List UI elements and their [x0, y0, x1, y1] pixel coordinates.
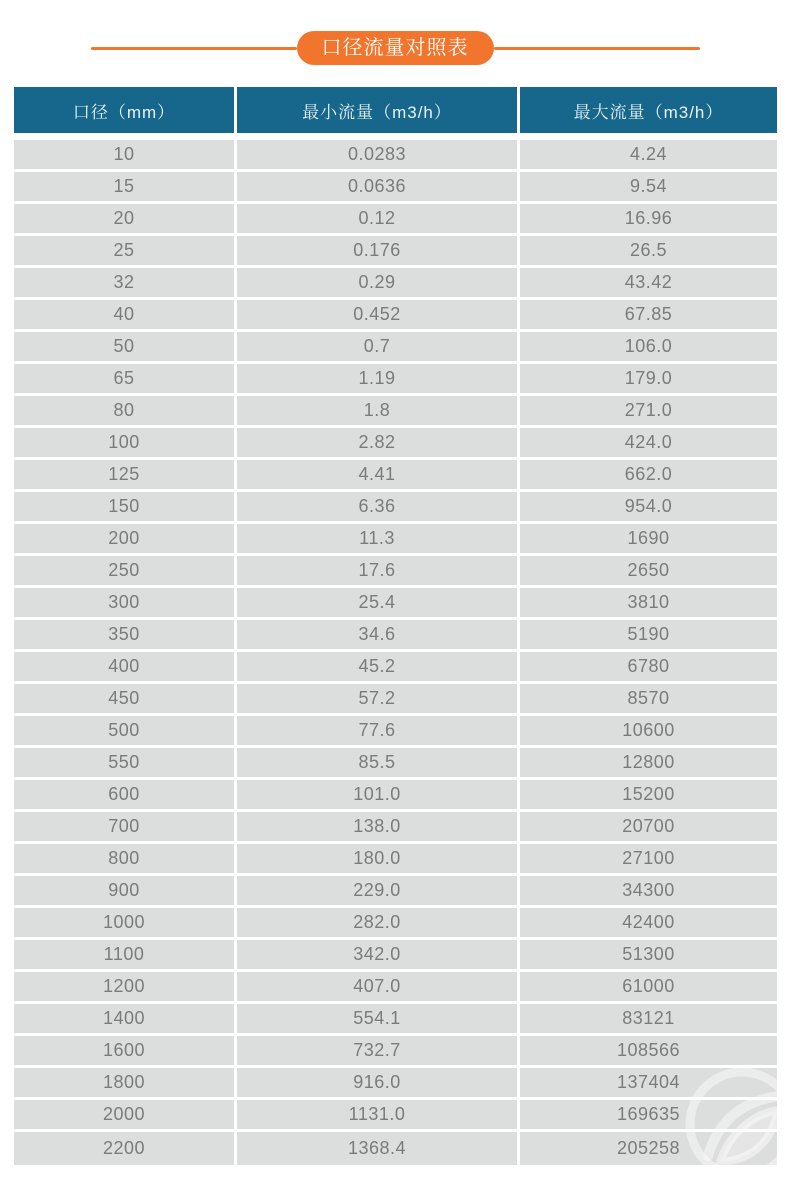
cell-min-flow: 282.0 [237, 908, 517, 937]
cell-min-flow: 0.0283 [237, 140, 517, 169]
cell-max-flow: 271.0 [520, 396, 777, 425]
cell-diameter: 600 [14, 780, 234, 809]
table-row [14, 620, 777, 649]
table-row [14, 716, 777, 745]
table-row [14, 140, 777, 169]
cell-diameter: 400 [14, 652, 234, 681]
cell-max-flow: 5190 [520, 620, 777, 649]
cell-max-flow: 108566 [520, 1036, 777, 1065]
cell-max-flow: 43.42 [520, 268, 777, 297]
cell-diameter: 1400 [14, 1004, 234, 1033]
cell-max-flow: 16.96 [520, 204, 777, 233]
cell-max-flow: 27100 [520, 844, 777, 873]
table-row [14, 492, 777, 521]
cell-diameter: 500 [14, 716, 234, 745]
cell-max-flow: 137404 [520, 1068, 777, 1097]
column-header-min-flow: 最小流量（m3/h） [237, 87, 517, 133]
cell-max-flow: 34300 [520, 876, 777, 905]
table-row [14, 524, 777, 553]
cell-min-flow: 11.3 [237, 524, 517, 553]
cell-diameter: 125 [14, 460, 234, 489]
table-row [14, 1068, 777, 1097]
title-left-line [91, 47, 297, 50]
cell-min-flow: 1.8 [237, 396, 517, 425]
cell-min-flow: 101.0 [237, 780, 517, 809]
cell-diameter: 2200 [14, 1132, 234, 1165]
cell-diameter: 32 [14, 268, 234, 297]
table-row [14, 844, 777, 873]
cell-max-flow: 3810 [520, 588, 777, 617]
table-row [14, 428, 777, 457]
cell-diameter: 100 [14, 428, 234, 457]
column-header-diameter: 口径（mm） [14, 87, 234, 133]
cell-min-flow: 554.1 [237, 1004, 517, 1033]
cell-max-flow: 179.0 [520, 364, 777, 393]
section-title-bar [0, 30, 790, 66]
cell-max-flow: 205258 [520, 1132, 777, 1165]
cell-min-flow: 17.6 [237, 556, 517, 585]
cell-diameter: 700 [14, 812, 234, 841]
cell-diameter: 250 [14, 556, 234, 585]
cell-min-flow: 0.176 [237, 236, 517, 265]
cell-min-flow: 180.0 [237, 844, 517, 873]
cell-max-flow: 662.0 [520, 460, 777, 489]
cell-min-flow: 85.5 [237, 748, 517, 777]
table-row [14, 652, 777, 681]
cell-diameter: 25 [14, 236, 234, 265]
cell-min-flow: 732.7 [237, 1036, 517, 1065]
cell-diameter: 50 [14, 332, 234, 361]
cell-max-flow: 10600 [520, 716, 777, 745]
cell-diameter: 1800 [14, 1068, 234, 1097]
cell-max-flow: 51300 [520, 940, 777, 969]
table-row [14, 172, 777, 201]
cell-min-flow: 1.19 [237, 364, 517, 393]
cell-max-flow: 61000 [520, 972, 777, 1001]
cell-max-flow: 42400 [520, 908, 777, 937]
cell-max-flow: 8570 [520, 684, 777, 713]
cell-diameter: 80 [14, 396, 234, 425]
cell-max-flow: 20700 [520, 812, 777, 841]
cell-max-flow: 4.24 [520, 140, 777, 169]
table-row [14, 460, 777, 489]
cell-diameter: 350 [14, 620, 234, 649]
cell-diameter: 200 [14, 524, 234, 553]
cell-max-flow: 12800 [520, 748, 777, 777]
cell-min-flow: 34.6 [237, 620, 517, 649]
cell-min-flow: 0.452 [237, 300, 517, 329]
cell-min-flow: 4.41 [237, 460, 517, 489]
cell-max-flow: 9.54 [520, 172, 777, 201]
table-row [14, 1036, 777, 1065]
cell-diameter: 1600 [14, 1036, 234, 1065]
table-row [14, 300, 777, 329]
cell-max-flow: 954.0 [520, 492, 777, 521]
title-right-line [494, 47, 700, 50]
table-row [14, 396, 777, 425]
cell-diameter: 300 [14, 588, 234, 617]
column-header-max-flow: 最大流量（m3/h） [520, 87, 777, 133]
table-header-row [14, 87, 777, 133]
cell-min-flow: 407.0 [237, 972, 517, 1001]
cell-min-flow: 1131.0 [237, 1100, 517, 1129]
cell-diameter: 150 [14, 492, 234, 521]
cell-max-flow: 106.0 [520, 332, 777, 361]
cell-min-flow: 138.0 [237, 812, 517, 841]
table-row [14, 684, 777, 713]
table-row [14, 1132, 777, 1165]
cell-min-flow: 1368.4 [237, 1132, 517, 1165]
table-row [14, 364, 777, 393]
cell-diameter: 15 [14, 172, 234, 201]
cell-max-flow: 15200 [520, 780, 777, 809]
cell-max-flow: 26.5 [520, 236, 777, 265]
cell-min-flow: 6.36 [237, 492, 517, 521]
cell-min-flow: 0.7 [237, 332, 517, 361]
cell-diameter: 800 [14, 844, 234, 873]
flow-comparison-table [14, 87, 777, 1165]
cell-diameter: 900 [14, 876, 234, 905]
cell-diameter: 2000 [14, 1100, 234, 1129]
cell-diameter: 450 [14, 684, 234, 713]
cell-min-flow: 2.82 [237, 428, 517, 457]
table-row [14, 812, 777, 841]
cell-max-flow: 6780 [520, 652, 777, 681]
cell-min-flow: 77.6 [237, 716, 517, 745]
cell-min-flow: 229.0 [237, 876, 517, 905]
cell-max-flow: 424.0 [520, 428, 777, 457]
cell-max-flow: 2650 [520, 556, 777, 585]
cell-diameter: 10 [14, 140, 234, 169]
section-title-badge: 口径流量对照表 [297, 31, 494, 65]
table-row [14, 940, 777, 969]
table-row [14, 908, 777, 937]
cell-diameter: 65 [14, 364, 234, 393]
table-row [14, 748, 777, 777]
cell-diameter: 20 [14, 204, 234, 233]
table-row [14, 268, 777, 297]
cell-min-flow: 0.0636 [237, 172, 517, 201]
cell-diameter: 1000 [14, 908, 234, 937]
table-row [14, 876, 777, 905]
cell-diameter: 1200 [14, 972, 234, 1001]
cell-max-flow: 67.85 [520, 300, 777, 329]
table-row [14, 556, 777, 585]
table-row [14, 236, 777, 265]
table-row [14, 1100, 777, 1129]
table-body [14, 140, 777, 1165]
table-row [14, 588, 777, 617]
cell-min-flow: 0.12 [237, 204, 517, 233]
table-row [14, 204, 777, 233]
cell-min-flow: 45.2 [237, 652, 517, 681]
cell-min-flow: 0.29 [237, 268, 517, 297]
table-row [14, 972, 777, 1001]
table-row [14, 332, 777, 361]
cell-min-flow: 916.0 [237, 1068, 517, 1097]
table-row [14, 1004, 777, 1033]
cell-max-flow: 169635 [520, 1100, 777, 1129]
cell-diameter: 550 [14, 748, 234, 777]
table-row [14, 780, 777, 809]
cell-min-flow: 342.0 [237, 940, 517, 969]
cell-diameter: 40 [14, 300, 234, 329]
cell-min-flow: 25.4 [237, 588, 517, 617]
cell-diameter: 1100 [14, 940, 234, 969]
cell-max-flow: 1690 [520, 524, 777, 553]
cell-max-flow: 83121 [520, 1004, 777, 1033]
cell-min-flow: 57.2 [237, 684, 517, 713]
